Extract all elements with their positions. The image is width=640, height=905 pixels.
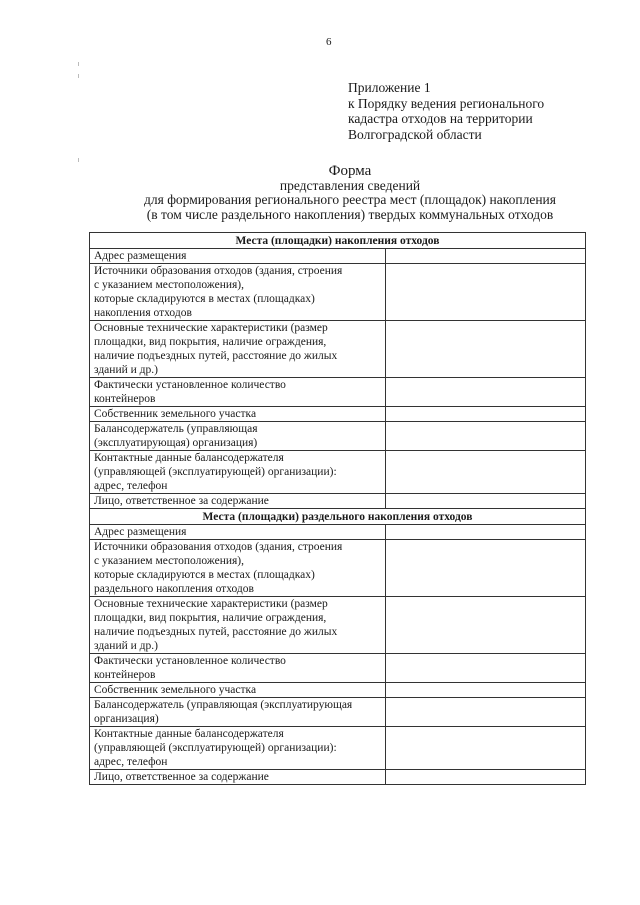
section-header: Места (площадки) накопления отходов	[90, 233, 586, 249]
row-label-line: Балансодержатель (управляющая (эксплуатирующая	[94, 699, 353, 711]
section-header-row	[90, 233, 586, 249]
value-cell[interactable]	[386, 494, 586, 509]
table-row	[90, 770, 586, 785]
table-row	[90, 698, 586, 727]
value-cell[interactable]	[386, 654, 586, 683]
value-cell[interactable]	[386, 264, 586, 321]
row-label	[90, 770, 386, 785]
form-table	[89, 232, 586, 785]
annex-line: кадастра отходов на территории	[348, 111, 533, 126]
row-label-line: с указанием местоположения),	[94, 279, 245, 291]
value-cell[interactable]	[386, 525, 586, 540]
row-label-line: контейнеров	[94, 669, 156, 681]
row-label-line: адрес, телефон	[94, 480, 168, 492]
row-label-line: площадки, вид покрытия, наличие ограждения,	[94, 336, 327, 348]
annex-line: к Порядку ведения регионального	[348, 95, 545, 111]
value-cell[interactable]	[386, 378, 586, 407]
row-label-line: Источники образования отходов (здания, строения	[94, 265, 343, 277]
value-cell[interactable]	[386, 321, 586, 378]
row-label-line: Адрес размещения	[94, 250, 187, 262]
row-label	[90, 494, 386, 509]
row-label	[90, 654, 386, 683]
row-label	[90, 451, 386, 494]
row-label	[90, 597, 386, 654]
table-row	[90, 727, 586, 770]
value-cell[interactable]	[386, 597, 586, 654]
row-label-line: Собственник земельного участка	[94, 684, 257, 696]
form-title-line: представления сведений	[279, 177, 421, 193]
scan-margin-mark	[78, 158, 79, 162]
value-cell[interactable]	[386, 698, 586, 727]
table-row	[90, 378, 586, 407]
value-cell[interactable]	[386, 407, 586, 422]
row-label-line: Лицо, ответственное за содержание	[94, 495, 269, 507]
annex-line: Волгоградской области	[348, 126, 482, 142]
row-label-line: Фактически установленное количество	[94, 655, 286, 667]
row-label-line: с указанием местоположения),	[94, 555, 245, 567]
row-label-line: (управляющей (эксплуатирующей) организации):	[94, 742, 337, 754]
form-title-line: для формирования регионального реестра мест (площадок) накопления	[144, 192, 556, 207]
row-label-line: (управляющей (эксплуатирующей) организации):	[94, 466, 337, 478]
value-cell[interactable]	[386, 451, 586, 494]
table-row	[90, 249, 586, 264]
value-cell[interactable]	[386, 683, 586, 698]
form-title	[40, 164, 640, 222]
table-row	[90, 597, 586, 654]
row-label-line: адрес, телефон	[94, 756, 168, 768]
row-label-line: организация)	[94, 713, 159, 725]
value-cell[interactable]	[386, 249, 586, 264]
row-label	[90, 540, 386, 597]
table-row	[90, 654, 586, 683]
table-row	[90, 540, 586, 597]
row-label	[90, 525, 386, 540]
page-number: 6	[326, 36, 332, 48]
row-label	[90, 378, 386, 407]
annex-line: Приложение 1	[348, 80, 431, 95]
row-label-line: Основные технические характеристики (размер	[94, 322, 328, 334]
table-row	[90, 422, 586, 451]
row-label	[90, 249, 386, 264]
table-row	[90, 494, 586, 509]
row-label-line: зданий и др.)	[94, 364, 158, 376]
row-label	[90, 321, 386, 378]
annex-header	[348, 80, 544, 142]
section-header: Места (площадки) раздельного накопления отходов	[90, 509, 586, 525]
row-label-line: площадки, вид покрытия, наличие ограждения,	[94, 612, 327, 624]
row-label-line: Контактные данные балансодержателя	[94, 728, 284, 740]
table-row	[90, 407, 586, 422]
row-label-line: раздельного накопления отходов	[94, 583, 254, 595]
table-row	[90, 525, 586, 540]
row-label-line: Фактически установленное количество	[94, 379, 286, 391]
form-title-line: Форма	[328, 163, 372, 179]
row-label-line: наличие подъездных путей, расстояние до жилых	[94, 350, 338, 362]
scan-margin-mark	[78, 62, 79, 66]
row-label-line: Собственник земельного участка	[94, 408, 257, 420]
row-label-line: зданий и др.)	[94, 640, 158, 652]
table-row	[90, 264, 586, 321]
row-label	[90, 727, 386, 770]
row-label-line: которые складируются в местах (площадках)	[94, 293, 315, 305]
row-label-line: наличие подъездных путей, расстояние до жилых	[94, 626, 338, 638]
row-label	[90, 422, 386, 451]
row-label-line: Адрес размещения	[94, 526, 187, 538]
row-label	[90, 264, 386, 321]
row-label-line: (эксплуатирующая) организация)	[94, 437, 258, 449]
row-label-line: Основные технические характеристики (размер	[94, 598, 328, 610]
table-row	[90, 451, 586, 494]
row-label-line: Балансодержатель (управляющая	[94, 423, 258, 435]
row-label	[90, 698, 386, 727]
row-label-line: контейнеров	[94, 393, 156, 405]
row-label-line: Контактные данные балансодержателя	[94, 452, 284, 464]
value-cell[interactable]	[386, 422, 586, 451]
value-cell[interactable]	[386, 770, 586, 785]
row-label	[90, 683, 386, 698]
scan-margin-mark	[78, 74, 79, 78]
table-row	[90, 321, 586, 378]
section-header-row	[90, 509, 586, 525]
form-title-line: (в том числе раздельного накопления) твердых коммунальных отходов	[146, 206, 554, 222]
row-label-line: которые складируются в местах (площадках)	[94, 569, 315, 581]
row-label-line: накопления отходов	[94, 307, 192, 319]
row-label-line: Источники образования отходов (здания, строения	[94, 541, 343, 553]
table-row	[90, 683, 586, 698]
row-label-line: Лицо, ответственное за содержание	[94, 771, 269, 783]
value-cell[interactable]	[386, 540, 586, 597]
value-cell[interactable]	[386, 727, 586, 770]
row-label	[90, 407, 386, 422]
